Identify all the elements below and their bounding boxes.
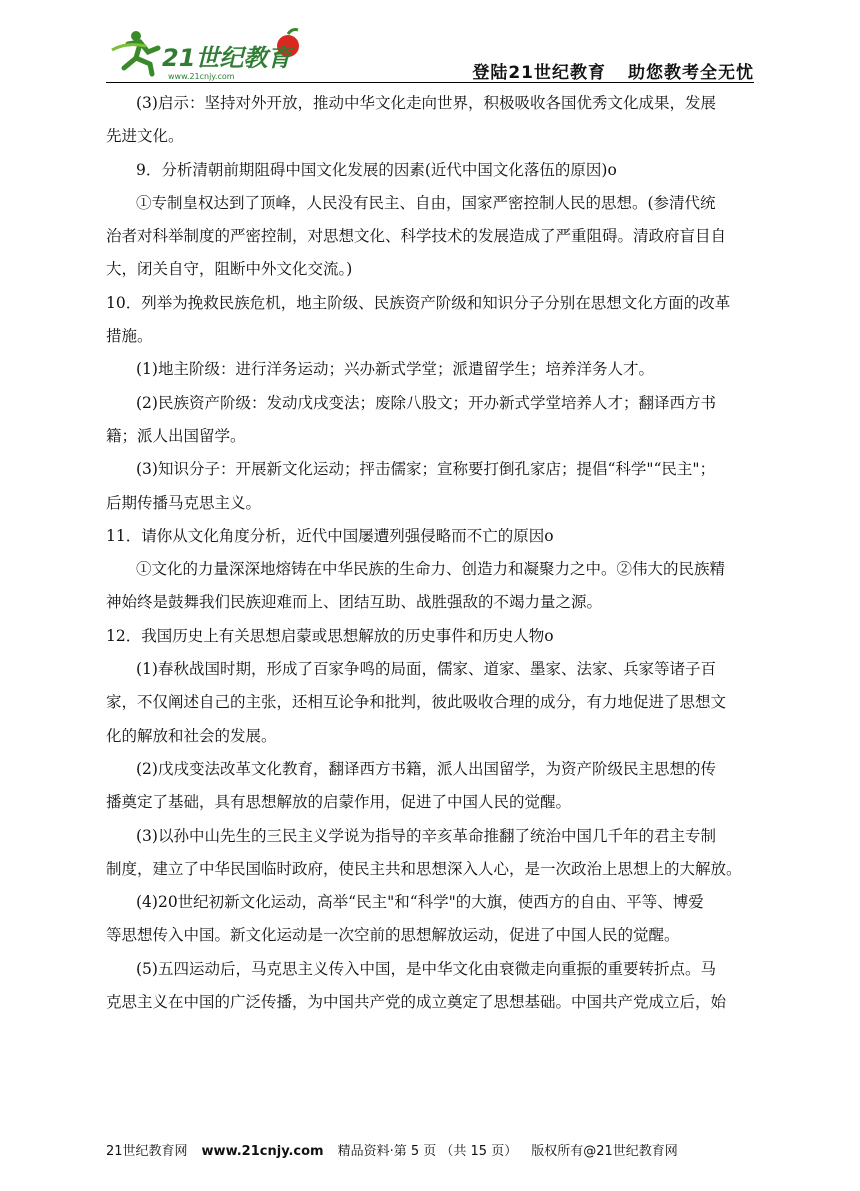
text-line: 后期传播马克思主义。 [106, 493, 262, 512]
text-line: 措施。 [106, 327, 153, 346]
text-line: 籍；派人出国留学。 [106, 426, 246, 445]
text-line: 制度，建立了中华民国临时政府，使民主共和思想深入人心，是一次政治上思想上的大解放。 [106, 859, 742, 878]
text-line: 克思主义在中国的广泛传播，为中国共产党的成立奠定了思想基础。中国共产党成立后，始 [106, 993, 727, 1012]
text-line: (3)启示：坚持对外开放，推动中华文化走向世界，积极吸收各国优秀文化成果，发展 [136, 94, 716, 112]
question-heading: 11．请你从文化角度分析，近代中国屡遭列强侵略而不亡的原因o [106, 526, 554, 545]
text-line: 家，不仅阐述自己的主张，还相互论争和批判，彼此吸收合理的成分，有力地促进了思想文 [106, 693, 727, 712]
header-slogan [450, 58, 754, 83]
footer-url[interactable]: www.21cnjy.com [201, 1144, 324, 1159]
footer-site: 21世纪教育网 [106, 1144, 188, 1159]
question-heading: 12．我国历史上有关思想启蒙或思想解放的历史事件和历史人物o [106, 626, 554, 645]
text-line: (1)地主阶级：进行洋务运动；兴办新式学堂；派遣留学生；培养洋务人才。 [136, 360, 654, 379]
text-line: 播奠定了基础，具有思想解放的启蒙作用，促进了中国人民的觉醒。 [106, 793, 572, 812]
text-line: (2)戊戌变法改革文化教育，翻译西方书籍，派人出国留学，为资产阶级民主思想的传 [136, 759, 716, 778]
site-logo [106, 22, 306, 82]
text-line: (3)以孙中山先生的三民主义学说为指导的辛亥革命推翻了统治中国几千年的君主专制 [136, 826, 716, 845]
logo-url: www.21cnjy.com [168, 72, 235, 81]
footer-page-info: 精品资料·第 5 页 （共 15 页） [337, 1144, 518, 1159]
footer-copyright: 版权所有@21世纪教育网 [531, 1144, 678, 1159]
text-line: ①文化的力量深深地熔铸在中华民族的生命力、创造力和凝聚力之中。②伟大的民族精 [136, 560, 726, 579]
text-line: 神始终是鼓舞我们民族迎难而上、团结互助、战胜强敌的不竭力量之源。 [106, 593, 603, 612]
text-line: ①专制皇权达到了顶峰，人民没有民主、自由，国家严密控制人民的思想。(参清代统 [136, 193, 716, 212]
page-header [106, 22, 754, 84]
text-line: 大，闭关自守，阻断中外文化交流。) [106, 260, 353, 279]
question-heading: 10．列举为挽救民族危机，地主阶级、民族资产阶级和知识分子分别在思想文化方面的改革 [106, 293, 731, 312]
text-line: (2)民族资产阶级：发动戊戌变法；废除八股文；开办新式学堂培养人才；翻译西方书 [136, 393, 716, 412]
document-body [106, 87, 756, 1019]
text-line: (4)20世纪初新文化运动，高举“民主"和“科学"的大旗，使西方的自由、平等、博爱 [136, 893, 704, 912]
slogan-right: 助您教考全无忧 [628, 63, 754, 83]
text-line: 化的解放和社会的发展。 [106, 726, 277, 745]
header-rule [106, 82, 754, 83]
text-line: (1)春秋战国时期，形成了百家争鸣的局面，儒家、道家、墨家、法家、兵家等诸子百 [136, 660, 716, 679]
text-line: (3)知识分子：开展新文化运动；抨击儒家；宣称要打倒孔家店；提倡“科学"“民主"； [136, 460, 716, 479]
text-line: 先进文化。 [106, 127, 184, 146]
page-footer [106, 1140, 756, 1159]
logo-text: 21世纪教育 [162, 44, 292, 72]
text-line: 等思想传入中国。新文化运动是一次空前的思想解放运动，促进了中国人民的觉醒。 [106, 926, 680, 945]
question-heading: 9．分析清朝前期阻碍中国文化发展的因素(近代中国文化落伍的原因)o [136, 160, 617, 179]
slogan-left: 登陆21世纪教育 [472, 63, 606, 83]
text-line: (5)五四运动后，马克思主义传入中国，是中华文化由衰微走向重振的重要转折点。马 [136, 959, 716, 978]
text-line: 治者对科举制度的严密控制，对思想文化、科学技术的发展造成了严重阻碍。清政府盲目自 [106, 227, 727, 246]
